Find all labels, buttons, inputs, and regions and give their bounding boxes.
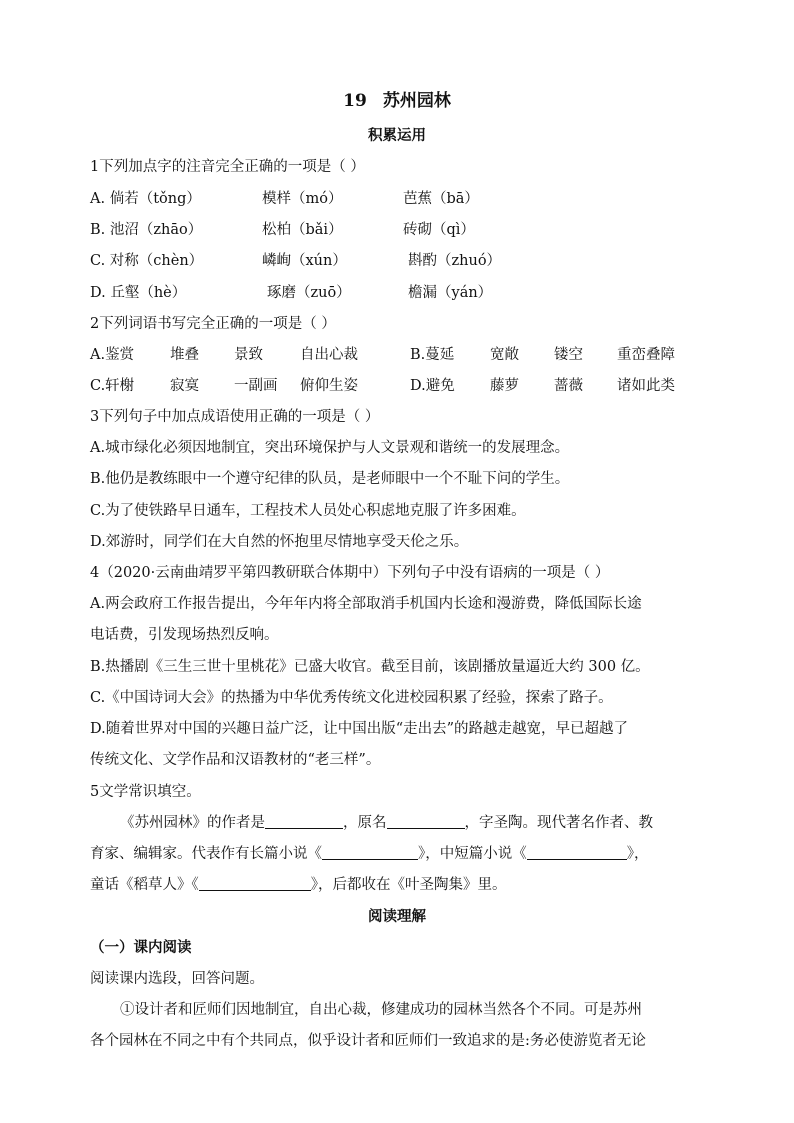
q2-b-word-1: B.蔓延: [410, 347, 455, 363]
question-1-stem: 1下列加点字的注音完全正确的一项是（ ）: [90, 159, 365, 175]
blank-fairy-tale[interactable]: [199, 876, 311, 891]
question-4-option-a-line-1: A.两会政府工作报告提出，今年年内将全部取消手机国内长途和漫游费，降低国际长途: [90, 596, 642, 612]
q1-d-item-3: 檐漏（yán）: [408, 285, 493, 301]
question-3-option-d: D.郊游时，同学们在大自然的怀抱里尽情地享受天伦之乐。: [90, 534, 469, 550]
question-4-option-c: C.《中国诗词大会》的热播为中华优秀传统文化进校园积累了经验，探索了路子。: [90, 690, 613, 706]
question-5-line-2: [90, 842, 649, 863]
q1-b-item-2: 松柏（bǎi）: [262, 222, 343, 238]
q2-d-word-3: 蔷薇: [554, 378, 583, 394]
reading-part-1-heading: （一）课内阅读: [90, 939, 192, 956]
q2-a-word-3: 景致: [234, 347, 263, 363]
passage-line-1: ①设计者和匠师们因地制宜，自出心裁，修建成功的园林当然各个不同。可是苏州: [120, 1002, 642, 1018]
q2-c-word-1: C.轩榭: [90, 378, 135, 394]
question-5-line-1: [120, 811, 653, 832]
q1-a-item-3: 芭蕉（bā）: [403, 191, 479, 207]
question-5-stem: 5文学常识填空。: [90, 784, 201, 800]
blank-author[interactable]: [265, 814, 343, 829]
q1-a-item-1: A. 倘若（tǒng）: [90, 191, 201, 207]
section-heading-accumulation: 积累运用: [368, 127, 426, 144]
q1-b-item-1: B. 池沼（zhāo）: [90, 222, 203, 238]
question-3-option-a: A.城市绿化必须因地制宜，突出环境保护与人文景观和谐统一的发展理念。: [90, 440, 570, 456]
q1-c-item-3: 斟酌（zhuó）: [408, 253, 502, 269]
q5-text-novel: 育家、编辑家。代表作有长篇小说《: [90, 846, 322, 862]
reading-instruction: 阅读课内选段，回答问题。: [90, 971, 264, 987]
q5-text-courtesy-name: ，字圣陶。现代著名作者、教: [464, 815, 653, 831]
q1-a-item-2: 模样（mó）: [262, 191, 343, 207]
q1-b-item-3: 砖砌（qì）: [403, 222, 475, 238]
question-4-option-a-line-2: 电话费，引发现场热烈反响。: [90, 627, 279, 643]
blank-short-story[interactable]: [527, 845, 627, 860]
q5-text-fairy-tale: 童话《稻草人》《: [90, 877, 199, 893]
lesson-title: 苏州园林: [382, 91, 451, 111]
question-4-option-b: B.热播剧《三生三世十里桃花》已盛大收官。截至目前，该剧播放量逼近大约 300 亿。: [90, 659, 650, 675]
lesson-number: 19: [343, 91, 367, 111]
q2-a-word-1: A.鉴赏: [90, 347, 135, 363]
question-4-option-d-line-2: 传统文化、文学作品和汉语教材的“老三样”。: [90, 752, 381, 768]
passage-line-2: 各个园林在不同之中有个共同点，似乎设计者和匠师们一致追求的是:务必使游览者无论: [90, 1033, 646, 1049]
q1-d-item-1: D. 丘壑（hè）: [90, 285, 187, 301]
q1-c-item-2: 嶙峋（xún）: [262, 253, 347, 269]
section-heading-reading: 阅读理解: [368, 908, 426, 925]
q5-text-close: 》，: [626, 846, 649, 862]
q5-text-short-story: 》，中短篇小说《: [418, 846, 527, 862]
q2-b-word-4: 重峦叠障: [617, 347, 675, 363]
q2-c-word-3: 一副画: [234, 378, 278, 394]
q1-c-item-1: C. 对称（chèn）: [90, 253, 204, 269]
q2-c-word-2: 寂寞: [170, 378, 199, 394]
q2-b-word-2: 宽敞: [490, 347, 519, 363]
q5-text-collection: 》，后都收在《叶圣陶集》里。: [310, 877, 507, 893]
q2-a-word-2: 堆叠: [170, 347, 199, 363]
question-3-stem: 3下列句子中加点成语使用正确的一项是（ ）: [90, 409, 380, 425]
q5-text-original-name: ，原名: [343, 815, 387, 831]
q5-text-author: 《苏州园林》的作者是: [120, 815, 265, 831]
q2-a-word-4: 自出心裁: [300, 347, 358, 363]
question-3-option-b: B.他仍是教练眼中一个遵守纪律的队员，是老师眼中一个不耻下问的学生。: [90, 471, 570, 487]
q2-b-word-3: 镂空: [554, 347, 583, 363]
question-4-stem: 4（2020·云南曲靖罗平第四教研联合体期中）下列句子中没有语病的一项是（ ）: [90, 565, 610, 581]
q2-d-word-1: D.避免: [410, 378, 455, 394]
question-5-line-3: [90, 873, 507, 894]
question-2-stem: 2下列词语书写完全正确的一项是（ ）: [90, 316, 336, 332]
blank-novel[interactable]: [322, 845, 418, 860]
q2-d-word-2: 藤萝: [490, 378, 519, 394]
blank-original-name[interactable]: [387, 814, 465, 829]
page-title: [0, 86, 794, 111]
q2-c-word-4: 俯仰生姿: [300, 378, 358, 394]
q2-d-word-4: 诸如此类: [617, 378, 675, 394]
q1-d-item-2: 琢磨（zuō）: [267, 285, 351, 301]
question-3-option-c: C.为了使铁路早日通车，工程技术人员处心积虑地克服了许多困难。: [90, 503, 526, 519]
question-4-option-d-line-1: D.随着世界对中国的兴趣日益广泛，让中国出版“走出去”的路越走越宽，早已超越了: [90, 721, 629, 737]
